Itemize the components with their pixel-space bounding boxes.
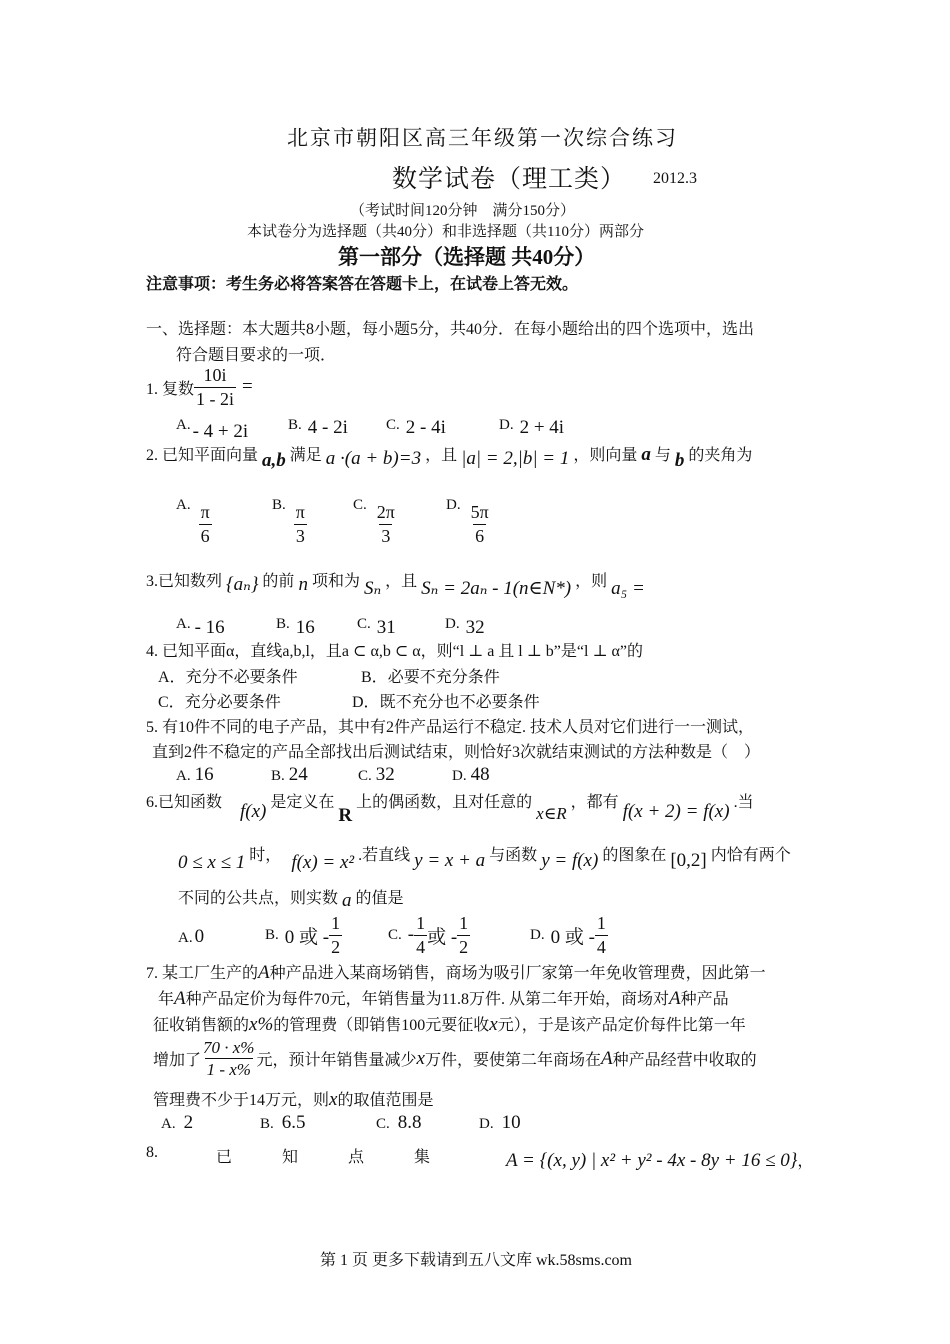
- q1-option-a: [176, 413, 249, 442]
- q7-A-4: A: [600, 1047, 613, 1069]
- q6-mid5: 与函数: [489, 847, 538, 864]
- q6-option-c-label: C.: [388, 926, 402, 943]
- q5-option-a: [176, 764, 214, 786]
- q3-option-d-value: 32: [465, 617, 485, 638]
- q5-option-c-label: C.: [358, 768, 372, 784]
- exam-split-info: 本试卷分为选择题（共40分）和非选择题（共110分）两部分: [247, 224, 644, 240]
- q6-range: 0 ≤ x ≤ 1: [178, 852, 246, 873]
- exam-subtitle: 数学试卷（理工类）: [392, 166, 627, 193]
- q2-vec-b: b: [674, 450, 685, 471]
- q4-option-a: [158, 664, 298, 687]
- q6-mid7: 内恰有两个: [710, 847, 791, 864]
- q2-prefix: 2. 已知平面向量: [146, 447, 259, 464]
- q7-option-d-label: D.: [479, 1116, 494, 1132]
- q2-option-c: [353, 497, 397, 547]
- q7-option-b-value: 6.5: [281, 1112, 306, 1133]
- q4-option-a-value: 充分不必要条件: [185, 669, 298, 686]
- q6-c-den1: 4: [416, 936, 426, 957]
- q1-option-b: [288, 413, 348, 438]
- q3-prefix: 3.已知数列: [146, 573, 223, 590]
- q6-d-den: 4: [596, 936, 606, 957]
- q2-and: ，且: [425, 447, 458, 464]
- q3-option-d: [445, 612, 485, 638]
- q3-option-c-value: 31: [376, 617, 396, 638]
- q5-option-d: [452, 764, 490, 786]
- q1-option-a-label: A.: [176, 417, 191, 433]
- q7-option-a: [161, 1112, 193, 1134]
- q2-vec-a: a: [641, 444, 651, 465]
- q2-option-d-label: D.: [446, 497, 461, 513]
- q1-equals: =: [242, 376, 253, 397]
- q7-num: 70 · x%: [203, 1038, 255, 1057]
- q7-line1b: 种产品进入某商场销售，商场为吸引厂家第一年免收管理费，因此第一: [269, 965, 766, 982]
- exam-date: 2012.3: [653, 170, 697, 187]
- question-6-line1: [146, 789, 754, 826]
- q2-option-a-fraction: [199, 501, 212, 547]
- q1-prefix: 1. 复数: [146, 380, 195, 398]
- q1-fraction: [194, 364, 236, 410]
- q3-sn: Sₙ: [363, 578, 382, 599]
- q6-option-c-pre: -: [407, 924, 415, 945]
- q3-option-a-value: - 16: [194, 617, 225, 638]
- q2-with: 与: [654, 447, 671, 464]
- q7-line4b: 元，预计年销售量减少: [256, 1052, 417, 1070]
- q6-mid2: 上的偶函数，且对任意的: [356, 794, 533, 811]
- q7-den: 1 - x%: [206, 1060, 251, 1080]
- q3-option-a-label: A.: [176, 616, 191, 632]
- q2-c-den: 3: [381, 525, 391, 546]
- q3-option-d-label: D.: [445, 616, 460, 632]
- q6-option-b-label: B.: [265, 926, 279, 943]
- q6-option-d-pre: 0 或 -: [550, 926, 595, 948]
- q3-mid2: 项和为: [311, 573, 360, 590]
- question-7-line5: [153, 1087, 433, 1111]
- part-title: 第一部分（选择题 共40分）: [338, 245, 596, 269]
- q7-option-a-value: 2: [183, 1112, 194, 1133]
- q4-option-d-value: 既不充分也不必要条件: [379, 694, 540, 711]
- q7-line2a: 年: [158, 991, 175, 1008]
- q6-mid3: ，都有: [570, 794, 619, 811]
- q7-line3c: 元），于是该产品定价每件比第一年: [497, 1017, 746, 1034]
- q3-mid: 的前: [262, 573, 295, 590]
- q2-mid: 满足: [289, 447, 322, 464]
- q6-when: 时，: [249, 847, 282, 864]
- question-6-line2: [178, 842, 791, 873]
- q2-d-num: 5π: [470, 502, 489, 522]
- q4-option-c-value: 充分必要条件: [184, 694, 281, 711]
- q3-option-a: [176, 612, 225, 638]
- q6-option-c-fraction2: [457, 912, 470, 958]
- q4-option-d: [352, 689, 540, 712]
- question-3-stem: [146, 568, 645, 599]
- q2-condition2: |a| = 2,|b| = 1: [461, 448, 570, 469]
- q7-option-a-label: A.: [161, 1116, 176, 1132]
- question-4-stem: 4. 已知平面α，直线a,b,l，且a ⊂ α,b ⊂ α，则“l ⊥ a 且 l ⊥ b”是“l ⊥ α”的: [146, 643, 643, 660]
- q4-option-b-value: 必要不充分条件: [387, 669, 500, 686]
- q3-option-b-value: 16: [295, 617, 315, 638]
- q3-option-c-label: C.: [357, 616, 371, 632]
- q1-option-c-label: C.: [386, 417, 400, 433]
- q4-option-b-label: B．: [361, 669, 388, 686]
- q7-option-c-label: C.: [376, 1116, 390, 1132]
- q7-line2c: 种产品: [680, 991, 729, 1008]
- question-1-stem: [146, 364, 253, 410]
- q6-line: y = x + a: [414, 850, 486, 871]
- q5-option-c-value: 32: [375, 764, 395, 785]
- q6-option-d-label: D.: [530, 926, 545, 943]
- q7-option-d: [479, 1112, 521, 1134]
- q6-option-b-fraction: [329, 912, 342, 958]
- q6-tail: .当: [733, 794, 754, 811]
- q4-option-a-label: A．: [158, 669, 186, 686]
- q4-option-c-label: C．: [158, 694, 185, 711]
- q7-line5b: 的取值范围是: [337, 1092, 434, 1109]
- q2-option-d: [446, 497, 491, 547]
- q6-option-a: [178, 926, 204, 948]
- q2-tail1: ，则向量: [573, 447, 638, 464]
- q4-option-d-label: D．: [352, 694, 380, 711]
- q5-option-b: [271, 764, 308, 786]
- q7-line2b: 种产品定价为每件70元，年销售量为11.8万件. 从第二年开始，商场对: [185, 991, 670, 1008]
- q7-A-2: A: [174, 988, 186, 1009]
- q6-c-den2: 2: [459, 936, 469, 957]
- q1-option-c: [386, 413, 446, 438]
- q3-sequence: {aₙ}: [226, 574, 259, 595]
- q2-a-den: 6: [200, 525, 210, 546]
- q7-fraction: [201, 1037, 256, 1081]
- q2-b-num: π: [295, 502, 305, 522]
- q2-option-c-label: C.: [353, 497, 367, 513]
- q6-option-a-label: A.: [178, 930, 193, 946]
- q5-option-a-value: 16: [194, 764, 214, 785]
- q7-line4d: 种产品经营中收取的: [612, 1052, 757, 1070]
- q2-vectors: a,b: [262, 450, 286, 471]
- section-heading-line2: 符合题目要求的一项．: [176, 347, 337, 364]
- question-2-stem: [146, 442, 753, 471]
- q6-b-num: 1: [331, 913, 341, 933]
- q6-mid4: .若直线: [358, 847, 411, 864]
- q2-option-b: [272, 497, 307, 547]
- q2-condition1: a ·(a + b)=3: [325, 448, 422, 469]
- q6-option-b: [265, 912, 342, 958]
- q6-x-in-R: x∈R: [536, 804, 567, 823]
- q2-option-c-fraction: [375, 501, 397, 547]
- q3-then: ，则: [575, 573, 608, 590]
- exam-title: 北京市朝阳区高三年级第一次综合练习: [287, 126, 678, 150]
- q2-option-b-label: B.: [272, 497, 286, 513]
- q7-A-1: A: [258, 962, 270, 983]
- notice: 注意事项：考生务必将答案答在答题卡上，在试卷上答无效。: [146, 274, 579, 293]
- q5-option-b-value: 24: [288, 764, 308, 785]
- q8-set: A = {(x, y) | x² + y² - 4x - 8y + 16 ≤ 0}: [506, 1150, 798, 1171]
- q7-line4c: 万件，要使第二年商场在: [424, 1052, 601, 1070]
- q5-option-b-label: B.: [271, 768, 285, 784]
- q1-option-d-value: 2 + 4i: [519, 417, 565, 438]
- q6-option-c-mid: 或 -: [427, 926, 458, 948]
- q6-line3-tail: 的值是: [355, 890, 404, 907]
- q2-b-den: 3: [295, 525, 305, 546]
- q6-option-a-value: 0: [194, 926, 205, 947]
- q2-tail2: 的夹角为: [688, 447, 753, 464]
- q2-option-a-label: A.: [176, 497, 191, 513]
- question-7-line3: [153, 1012, 746, 1036]
- q6-option-d: [530, 912, 608, 958]
- question-5-line1: 5. 有10件不同的电子产品，其中有2件产品运行不稳定. 技术人员对它们进行一一测试，: [146, 719, 755, 736]
- q5-option-a-label: A.: [176, 768, 191, 784]
- q7-line3a: 征收销售额的: [153, 1017, 250, 1034]
- q7-line5a: 管理费不少于14万元，则: [153, 1092, 330, 1109]
- q3-option-b-label: B.: [276, 616, 290, 632]
- q3-condition: Sₙ = 2aₙ - 1(n∈N*): [421, 578, 572, 599]
- q1-numerator: 10i: [203, 365, 227, 385]
- question-8-set: [506, 1148, 813, 1172]
- q6-interval: [0,2]: [670, 850, 707, 871]
- q7-option-b-label: B.: [260, 1116, 274, 1132]
- q7-option-c-value: 8.8: [397, 1112, 422, 1133]
- q7-A-3: A: [669, 988, 681, 1009]
- question-5-line2: 直到2件不稳定的产品全部找出后测试结束，则恰好3次就结束测试的方法种数是（ ）: [152, 744, 761, 761]
- question-8-text: 已知点集: [216, 1149, 481, 1166]
- q6-definition: f(x) = x²: [291, 852, 355, 873]
- question-6-line3: [178, 885, 404, 909]
- q5-option-d-label: D.: [452, 768, 467, 784]
- q3-option-c: [357, 612, 396, 638]
- page-footer: 第 1 页 更多下载请到五八文库 wk.58sms.com: [320, 1252, 633, 1269]
- q6-c-num1: 1: [416, 913, 426, 933]
- q1-option-d: [499, 413, 565, 438]
- question-7-line4: [153, 1037, 757, 1081]
- q6-line3: 不同的公共点，则实数: [178, 890, 339, 907]
- q2-d-den: 6: [475, 525, 485, 546]
- question-7-line1: [146, 960, 766, 984]
- q3-n: n: [298, 574, 308, 595]
- q4-option-b: [361, 664, 500, 687]
- q7-x-2: x: [416, 1047, 425, 1069]
- q6-option-b-pre: 0 或 -: [284, 926, 330, 948]
- q1-option-b-value: 4 - 2i: [307, 417, 348, 438]
- q1-option-c-value: 2 - 4i: [405, 417, 446, 438]
- q6-b-den: 2: [331, 936, 341, 957]
- exam-info: （考试时间120分钟 满分150分）: [350, 203, 576, 219]
- q1-option-a-value: - 4 + 2i: [192, 421, 249, 442]
- q6-a: a: [342, 890, 352, 911]
- q6-option-d-fraction: [595, 912, 608, 958]
- q6-fx: f(x): [240, 801, 267, 822]
- q1-denominator: 1 - 2i: [196, 388, 235, 409]
- q3-and: ，且: [385, 573, 418, 590]
- q6-option-c: [388, 912, 470, 958]
- q6-d-num: 1: [596, 913, 606, 933]
- q8-tail: ，: [797, 1153, 814, 1170]
- q6-c-num2: 1: [459, 913, 469, 933]
- q6-curve: y = f(x): [541, 850, 599, 871]
- q7-line3b: 的管理费（即销售100元要征收: [273, 1017, 490, 1034]
- q6-R: R: [338, 805, 353, 826]
- q4-option-c: [158, 689, 281, 712]
- q6-prefix: 6.已知函数: [146, 794, 223, 811]
- q6-option-c-fraction1: [414, 912, 427, 958]
- q2-option-a: [176, 497, 212, 547]
- question-8-number: 8.: [146, 1144, 158, 1161]
- q3-a5: a₅ =: [611, 578, 645, 599]
- question-7-line2: [158, 986, 729, 1010]
- q6-period: f(x + 2) = f(x): [622, 801, 730, 822]
- q7-x-1: x: [489, 1014, 498, 1035]
- q5-option-c: [358, 764, 395, 786]
- q7-option-b: [260, 1112, 306, 1134]
- q6-mid6: 的图象在: [602, 847, 667, 864]
- q7-option-d-value: 10: [501, 1112, 521, 1133]
- section-heading-line1: 一、选择题：本大题共8小题，每小题5分，共40分．在每小题给出的四个选项中，选出: [146, 321, 755, 338]
- q7-x-percent: x%: [249, 1014, 274, 1035]
- q7-line1a: 7. 某工厂生产的: [146, 965, 259, 982]
- q1-option-d-label: D.: [499, 417, 514, 433]
- q1-option-b-label: B.: [288, 417, 302, 433]
- q2-option-d-fraction: [469, 501, 491, 547]
- q5-option-d-value: 48: [470, 764, 490, 785]
- q7-line4a: 增加了: [153, 1052, 202, 1070]
- q3-option-b: [276, 612, 315, 638]
- q7-option-c: [376, 1112, 422, 1134]
- q7-x-3: x: [329, 1089, 338, 1110]
- q2-option-b-fraction: [294, 501, 307, 547]
- q2-c-num: 2π: [376, 502, 395, 522]
- q2-a-num: π: [200, 502, 210, 522]
- q6-mid1: 是定义在: [270, 794, 335, 811]
